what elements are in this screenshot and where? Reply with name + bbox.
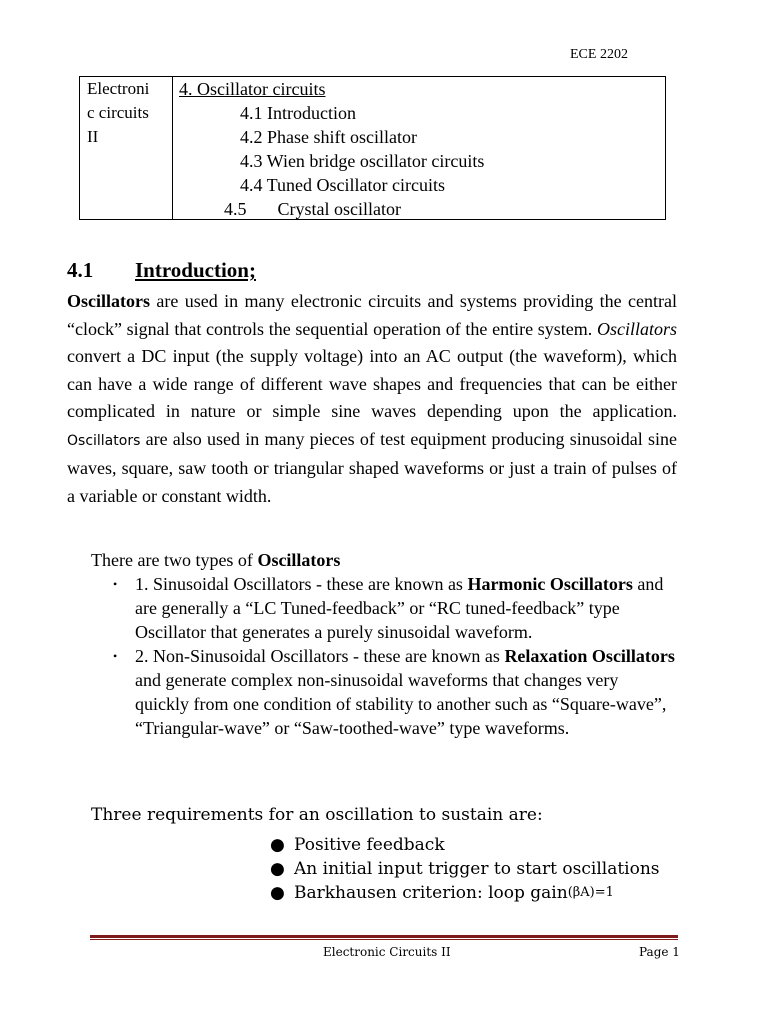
types-intro-text: There are two types of [91,550,258,570]
toc-item: 4.2 Phase shift oscillator [240,127,417,147]
list-item [270,881,660,905]
footer-rule [90,939,678,940]
contents-table [79,76,666,220]
requirements-list [270,833,660,905]
item-text: 1. Sinusoidal Oscillators - these are known as [135,574,468,594]
subject-line: II [87,127,99,146]
contents-cell [173,77,665,219]
item-bold: Relaxation Oscillators [504,646,675,666]
loop-gain-formula: (βA)=1 [567,885,614,900]
list-item [270,833,660,857]
section-number: 4.1 [67,258,94,282]
types-intro-bold: Oscillators [257,550,341,570]
bullet-icon: ● [270,883,285,903]
requirement-text: Positive feedback [294,835,445,855]
list-item [91,572,675,644]
requirements-heading: Three requirements for an oscillation to sustain are: [91,805,543,825]
bullet-icon: ● [270,835,285,855]
item-bold: Harmonic Oscillators [467,574,633,594]
item-text: and generate complex non-sinusoidal waveforms that changes very quickly from one condition of stability to another such as “Square-wave”, “Triangular-wave” or “Saw-toothed-wave” type waveforms. [135,670,667,738]
section-heading [67,258,256,283]
page-number: Page 1 [639,945,680,959]
requirement-text: An initial input trigger to start oscillations [294,859,660,879]
requirement-text: Barkhausen criterion: loop gain [294,883,568,903]
list-item [91,644,675,740]
footer-rule [90,935,678,938]
types-intro [91,548,671,572]
intro-sans: Oscillators [67,432,141,449]
toc-item-label: Crystal oscillator [277,199,401,219]
toc-item: 4.3 Wien bridge oscillator circuits [240,151,485,171]
subject-cell [80,77,173,219]
course-code: ECE 2202 [570,47,628,62]
toc-item [179,197,665,221]
intro-lead: Oscillators [67,291,150,311]
types-list [91,572,675,740]
intro-paragraph [67,288,677,510]
footer-title: Electronic Circuits II [323,945,451,959]
intro-text: are also used in many pieces of test equipment producing sinusoidal sine waves, square, saw tooth or triangular shaped waveforms or just a train of pulses of a variable or constant width. [67,428,677,506]
intro-italic: Oscillators [596,318,677,339]
toc-item: 4.4 Tuned Oscillator circuits [240,175,445,195]
intro-text: are used in many electronic circuits and systems providing the central “clock” signal that controls the sequential operation of the entire system. [67,291,677,339]
subject-line: Electroni [87,79,150,98]
item-text: 2. Non-Sinusoidal Oscillators - these are known as [135,646,505,666]
chapter-title: 4. Oscillator circuits [179,79,326,99]
item-text: and are generally a “LC Tuned-feedback” or “RC tuned-feedback” type Oscillator that generates a purely sinusoidal waveform. [135,574,664,642]
section-title: Introduction; [135,258,256,282]
oscillator-types [91,548,675,740]
bullet-icon: ● [270,859,285,879]
subject-line: c circuits [87,103,149,122]
list-item [270,857,660,881]
toc-item-number: 4.5 [224,199,247,219]
bullet-icon: • [113,577,118,591]
bullet-icon: • [113,649,118,663]
toc-item: 4.1 Introduction [240,103,356,123]
intro-text: convert a DC input (the supply voltage) into an AC output (the waveform), which can have a wide range of different wave shapes and frequencies that can be either complicated in nature or simple sine waves depending upon the application. [67,346,677,421]
